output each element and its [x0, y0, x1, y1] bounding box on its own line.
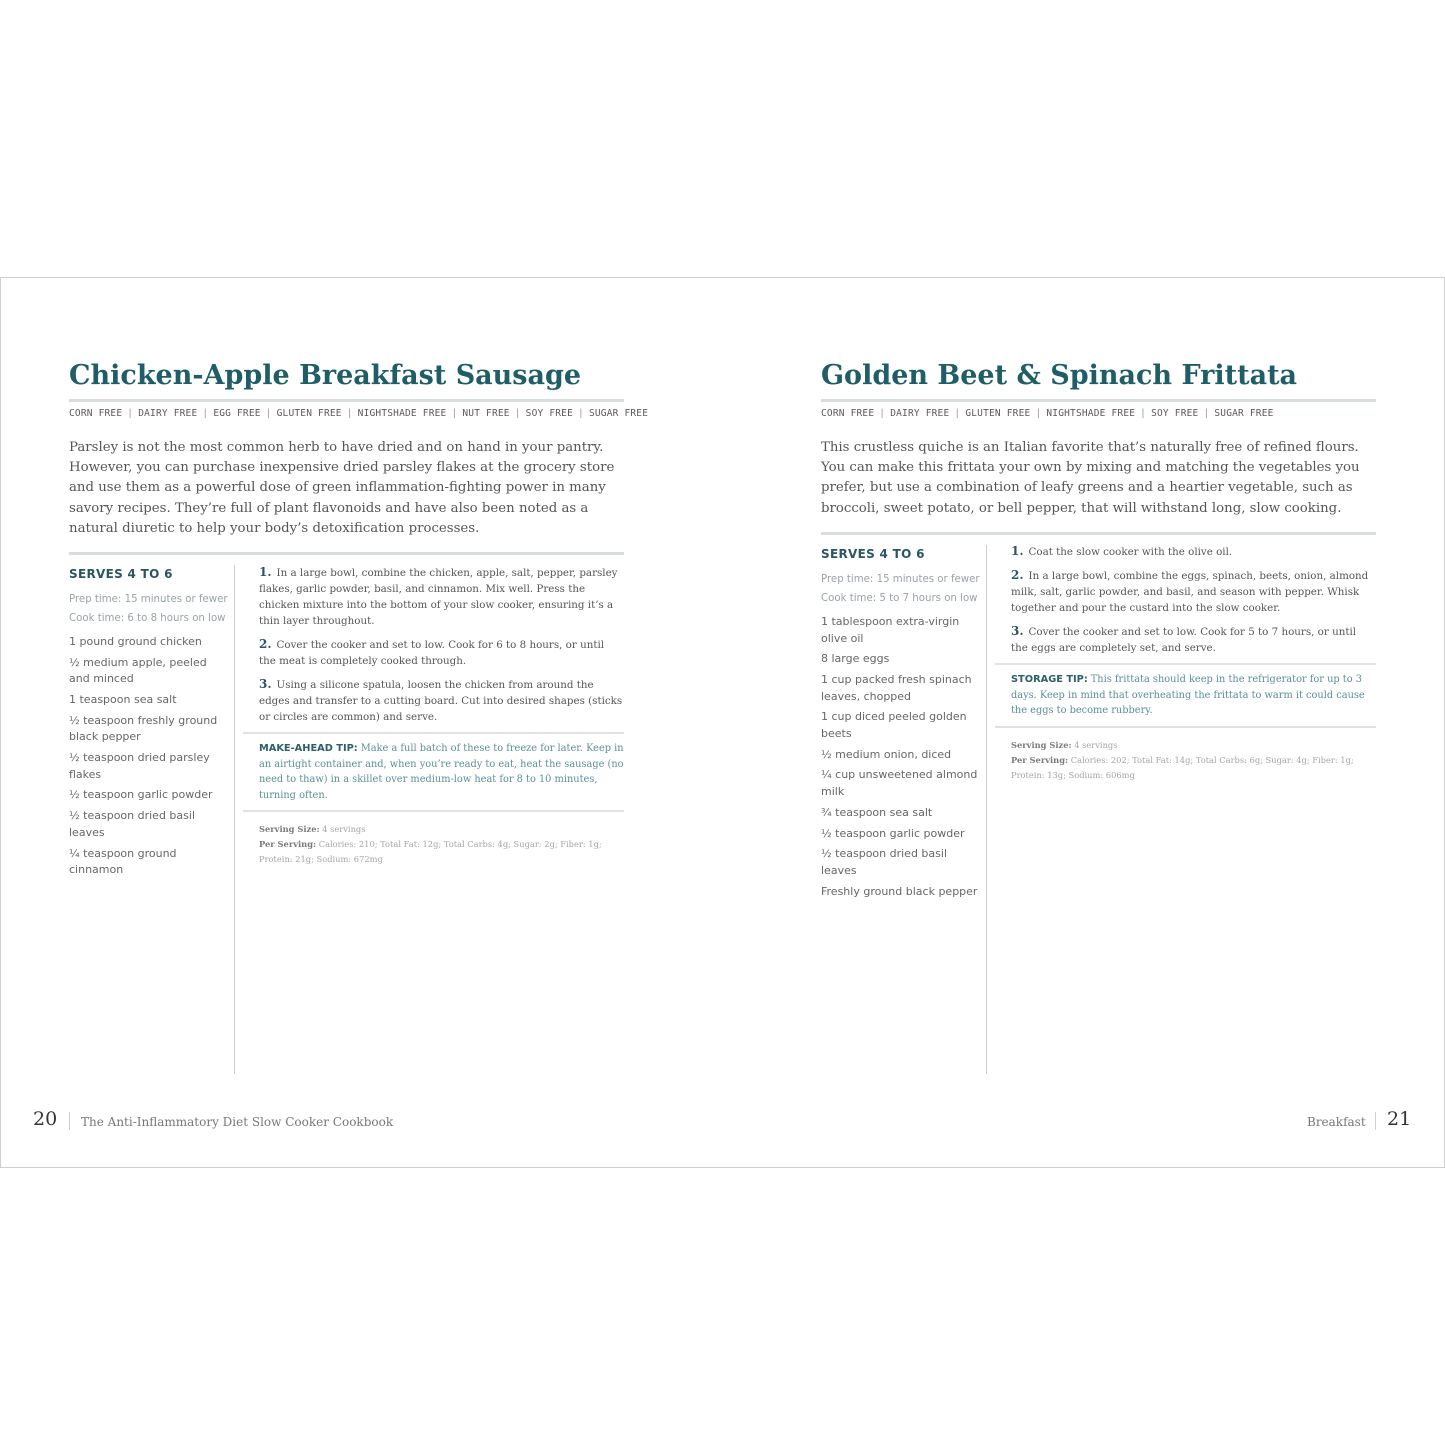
step-number: 2. — [1011, 568, 1024, 582]
diet-tag: SOY FREE — [1151, 408, 1199, 419]
nutrition-info — [243, 812, 624, 867]
serving-size: 4 servings — [322, 824, 366, 834]
serving-size-label: Serving Size: — [259, 824, 320, 834]
step-text: Cover the cooker and set to low. Cook for 6 to 8 hours, or until the meat is completely cooked through. — [259, 639, 605, 667]
tag-separator: | — [1203, 408, 1210, 419]
tag-separator: | — [1140, 408, 1147, 419]
prep-time: Prep time: 15 minutes or fewer — [821, 574, 980, 585]
folio-divider — [1375, 1112, 1376, 1130]
ingredients-column — [69, 567, 229, 883]
method-column — [243, 564, 624, 867]
storage-tip — [1011, 672, 1376, 719]
diet-tags — [821, 408, 1274, 419]
method-column — [995, 543, 1376, 783]
serves-label: SERVES 4 TO 6 — [821, 547, 925, 561]
tip-label: STORAGE TIP: — [1011, 674, 1088, 685]
tip-text: Make a full batch of these to freeze for later. Keep in an airtight container and, when you’re ready to eat, heat the sausage (no need to thaw) in a skillet over medium-low heat for 8 to 10 minutes, turning often. — [259, 743, 624, 801]
ingredient-item: 1 cup diced peeled golden beets — [821, 710, 967, 740]
page-number-right: 21 — [1387, 1108, 1412, 1130]
method-step — [1011, 543, 1376, 560]
step-text: Using a silicone spatula, loosen the chicken from around the edges and transfer to a cutting board. Cut into desired shapes (sticks or circles are common) and serve. — [259, 679, 623, 723]
diet-tag: GLUTEN FREE — [965, 408, 1031, 419]
diet-tags — [69, 408, 648, 419]
tip-box — [995, 663, 1376, 728]
step-number: 3. — [259, 677, 272, 691]
diet-tag: GLUTEN FREE — [276, 408, 342, 419]
ingredient-item: Freshly ground black pepper — [821, 884, 978, 898]
per-serving-label: Per Serving: — [259, 839, 317, 849]
ingredient-item: ½ teaspoon dried basil leaves — [69, 809, 195, 839]
diet-tag: SUGAR FREE — [1214, 408, 1274, 419]
book-spread — [0, 277, 1445, 1168]
ingredient-item: ½ teaspoon garlic powder — [821, 826, 965, 840]
title-rule — [69, 399, 624, 402]
step-number: 1. — [259, 565, 272, 579]
recipe-intro: This crustless quiche is an Italian favorite that’s naturally free of refined flours. You can make this frittata your own by mixing and matching the vegetables you prefer, but use a combination of leafy greens and a heartier vegetable, such as broccoli, sweet potato, or bell pepper, that will withstand long, slow cooking. — [821, 440, 1360, 516]
times — [821, 570, 981, 608]
tag-separator: | — [451, 408, 458, 419]
diet-tag: NIGHTSHADE FREE — [1046, 408, 1136, 419]
diet-tag: NIGHTSHADE FREE — [357, 408, 447, 419]
tag-separator: | — [265, 408, 272, 419]
step-text: In a large bowl, combine the chicken, apple, salt, pepper, parsley flakes, garlic powder, basil, and cinnamon. Mix well. Press the chicken mixture into the bottom of your slow cooker, ensuring it’s a thin layer throughout. — [259, 567, 618, 627]
title-rule — [821, 399, 1376, 402]
column-divider — [986, 545, 987, 1074]
ingredient-item: ½ teaspoon dried basil leaves — [821, 847, 947, 877]
per-serving-label: Per Serving: — [1011, 754, 1069, 765]
method-step — [259, 636, 624, 669]
book-title: The Anti-Inflammatory Diet Slow Cooker Cookbook — [81, 1115, 394, 1129]
ingredient-item: ½ teaspoon freshly ground black pepper — [69, 713, 218, 744]
intro-rule — [821, 532, 1376, 535]
step-number: 2. — [259, 637, 272, 651]
tag-separator: | — [954, 408, 961, 419]
diet-tag: DAIRY FREE — [138, 408, 198, 419]
tag-separator: | — [879, 408, 886, 419]
intro-rule — [69, 552, 624, 555]
folio-divider — [69, 1112, 70, 1130]
ingredient-item: 1 tablespoon extra-virgin olive oil — [821, 615, 960, 645]
recipe-intro: Parsley is not the most common herb to have dried and on hand in your pantry. However, you can purchase inexpensive dried parsley flakes at the grocery store and use them as a powerful dose of green inflammation-fighting power in many savory recipes. They’re full of plant flavonoids and have also been noted as a natural diuretic to help your body’s detoxification processes. — [69, 440, 615, 536]
tag-separator: | — [578, 408, 584, 419]
tag-separator: | — [127, 408, 134, 419]
ingredient-item: ½ teaspoon garlic powder — [69, 788, 213, 802]
recipe-title: Golden Beet & Spinach Frittata — [821, 360, 1298, 391]
ingredient-item: 1 pound ground chicken — [69, 635, 202, 648]
prep-time: Prep time: 15 minutes or fewer — [69, 594, 228, 605]
diet-tag: EGG FREE — [213, 408, 261, 419]
step-number: 3. — [1011, 624, 1024, 638]
method-step — [259, 676, 624, 725]
ingredient-list — [821, 614, 981, 900]
ingredient-item: ½ medium apple, peeled and minced — [69, 655, 207, 686]
step-number: 1. — [1011, 544, 1024, 558]
step-text: Cover the cooker and set to low. Cook for 5 to 7 hours, or until the eggs are completely set, and serve. — [1011, 626, 1357, 654]
tip-text: This frittata should keep in the refrigerator for up to 3 days. Keep in mind that overheating the frittata to warm it could cause the eggs to become rubbery. — [1011, 674, 1365, 716]
diet-tag: CORN FREE — [821, 408, 875, 419]
section-name: Breakfast — [1307, 1115, 1366, 1129]
cook-time: Cook time: 5 to 7 hours on low — [821, 593, 978, 604]
diet-tag: SOY FREE — [525, 408, 574, 419]
diet-tag: NUT FREE — [462, 408, 510, 419]
step-text: In a large bowl, combine the eggs, spinach, beets, onion, almond milk, salt, garlic powder, and basil, and season with pepper. Whisk together and pour the custard into the slow cooker. — [1011, 570, 1369, 614]
diet-tag: DAIRY FREE — [890, 408, 950, 419]
tag-separator: | — [1035, 408, 1042, 419]
recipe-title: Chicken-Apple Breakfast Sausage — [69, 360, 582, 391]
ingredient-item: ¼ teaspoon ground cinnamon — [69, 846, 177, 877]
cook-time: Cook time: 6 to 8 hours on low — [69, 613, 226, 624]
per-serving: Calories: 202; Total Fat: 14g; Total Carbs: 6g; Sugar: 4g; Fiber: 1g; Protein: 13g; Sodium: 606mg — [1011, 754, 1354, 780]
method-step — [259, 564, 624, 629]
serving-size: 4 servings — [1074, 739, 1118, 750]
ingredient-item: ¾ teaspoon sea salt — [821, 805, 933, 819]
ingredient-item: 8 large eggs — [821, 652, 890, 666]
serves-label: SERVES 4 TO 6 — [69, 567, 173, 581]
tag-separator: | — [202, 408, 209, 419]
method-step — [1011, 567, 1376, 616]
method-step — [1011, 623, 1376, 656]
step-list — [995, 543, 1376, 656]
ingredient-item: ½ medium onion, diced — [821, 747, 952, 761]
diet-tag: SUGAR FREE — [588, 408, 649, 419]
tip-label: MAKE-AHEAD TIP: — [259, 743, 358, 754]
ingredients-column — [821, 547, 981, 904]
nutrition-info — [995, 728, 1376, 783]
tag-separator: | — [514, 408, 521, 419]
ingredient-list — [69, 634, 229, 879]
tag-separator: | — [346, 408, 353, 419]
ingredient-item: ½ teaspoon dried parsley flakes — [69, 751, 210, 781]
make-ahead-tip — [259, 741, 624, 803]
ingredient-item: 1 teaspoon sea salt — [69, 693, 177, 707]
page-number-left: 20 — [33, 1108, 58, 1130]
times — [69, 590, 229, 628]
column-divider — [234, 565, 235, 1074]
ingredient-item: ¼ cup unsweetened almond milk — [821, 768, 978, 798]
diet-tag: CORN FREE — [69, 408, 123, 419]
ingredient-item: 1 cup packed fresh spinach leaves, chopped — [821, 673, 972, 703]
step-text: Coat the slow cooker with the olive oil. — [1028, 546, 1233, 558]
per-serving: Calories: 210; Total Fat: 12g; Total Carbs: 4g; Sugar: 2g; Fiber: 1g; Protein: 21g; Sodium: 672mg — [259, 839, 602, 864]
step-list — [243, 564, 624, 725]
tip-box — [243, 732, 624, 812]
serving-size-label: Serving Size: — [1011, 739, 1072, 750]
